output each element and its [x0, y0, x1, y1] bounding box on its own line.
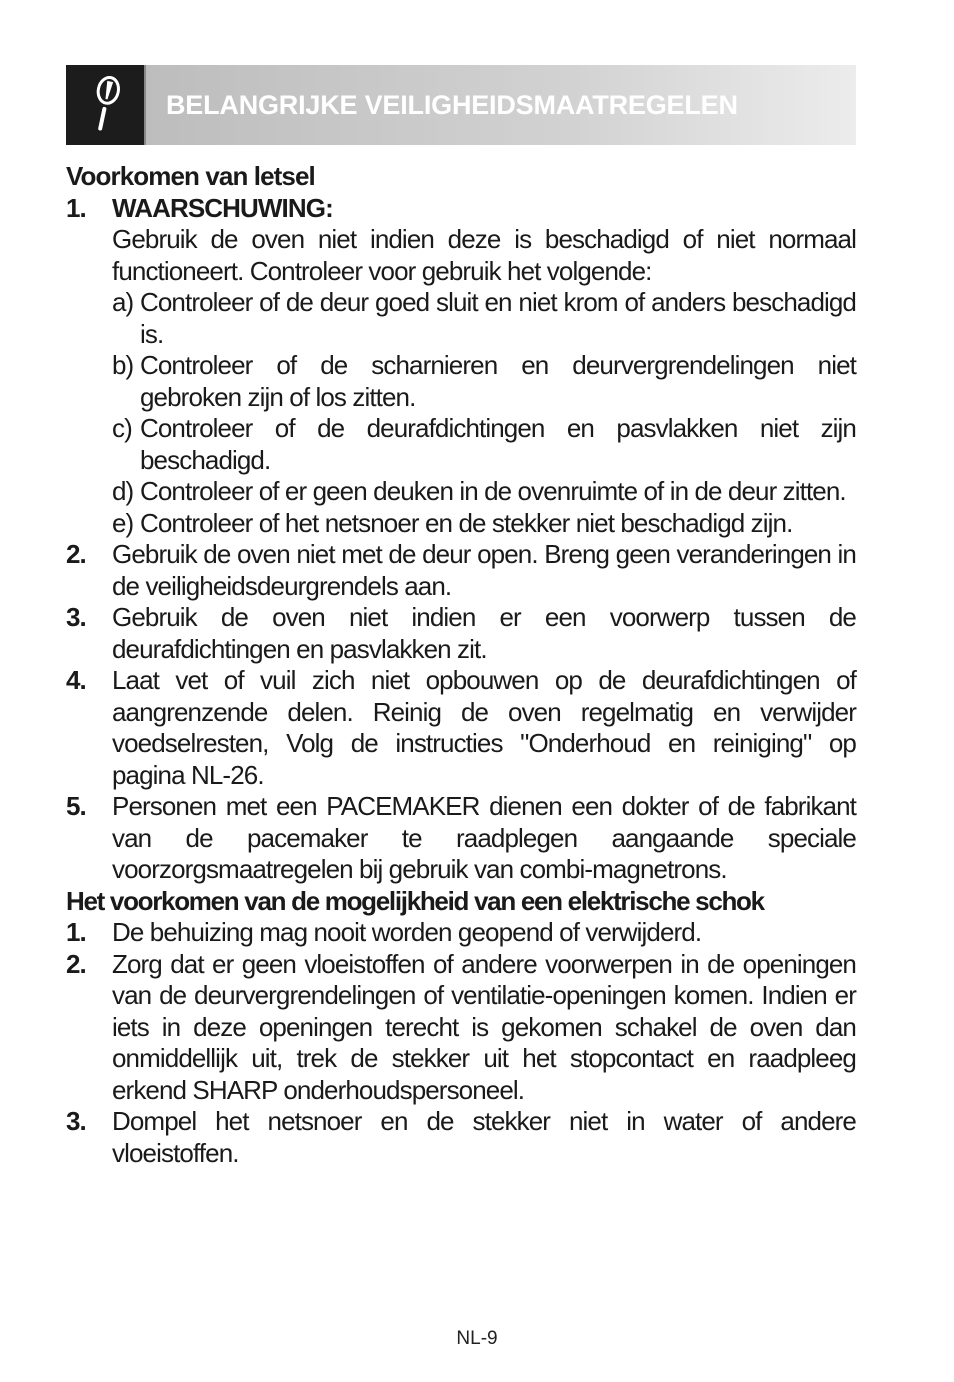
sub-item [112, 350, 856, 413]
item-text: Gebruik de oven niet indien er een voorwerp tussen de deurafdichtingen en pasvlakken zit. [112, 602, 856, 664]
list-item [66, 602, 856, 665]
item-text: De behuizing mag nooit worden geopend of verwijderd. [112, 917, 702, 947]
item-text: Laat vet of vuil zich niet opbouwen op de deurafdichtingen of aangrenzende delen. Reinig de oven regelmatig en verwijder voedselresten, Volg de instructies "Onderhoud en reiniging" op pagina NL-26. [112, 665, 856, 790]
page-number: NL-9 [456, 1328, 498, 1349]
content [66, 161, 856, 1169]
sub-item-text: Controleer of de scharnieren en deurvergrendelingen niet gebroken zijn of los zitten. [140, 350, 856, 412]
sub-item [112, 476, 856, 508]
header-icon-box [66, 65, 144, 145]
sub-item-text: Controleer of het netsnoer en de stekker niet beschadigd zijn. [140, 507, 793, 538]
sub-item-letter: a) [112, 287, 134, 317]
sub-item-letter: b) [112, 350, 134, 380]
sub-item-text: Controleer of de deurafdichtingen en pasvlakken niet zijn beschadigd. [140, 413, 856, 475]
exclamation-icon [88, 75, 122, 137]
sub-item-letter: d) [112, 476, 134, 506]
item-number: 1. [66, 192, 86, 223]
item-text: Gebruik de oven niet met de deur open. Breng geen veranderingen in de veiligheidsdeurgrendels aan. [112, 539, 856, 601]
list-item [66, 1106, 856, 1169]
list-item [66, 949, 856, 1107]
item-number: 1. [66, 917, 86, 947]
header-title: BELANGRIJKE VEILIGHEIDSMAATREGELEN [146, 65, 856, 145]
section-header [66, 65, 856, 145]
list-item [66, 539, 856, 602]
list-item [66, 791, 856, 886]
list-item [66, 193, 856, 540]
item-text: Personen met een PACEMAKER dienen een dokter of de fabrikant van de pacemaker te raadplegen aangaande speciale voorzorgsmaatregelen bij gebruik van combi-magnetrons. [112, 791, 856, 884]
item-number: 2. [66, 948, 86, 979]
item-text: Gebruik de oven niet indien deze is beschadigd of niet normaal functioneert. Controleer voor gebruik het volgende: [112, 224, 856, 286]
item-number: 3. [66, 602, 86, 632]
item-text: Dompel het netsnoer en de stekker niet in water of andere vloeistoffen. [112, 1106, 856, 1168]
list-item [66, 665, 856, 791]
sub-item-text: Controleer of er geen deuken in de ovenruimte of in de deur zitten. [140, 476, 846, 506]
sub-item [112, 508, 856, 540]
sub-item-letter: c) [112, 413, 132, 443]
item-number: 3. [66, 1106, 86, 1136]
sub-item [112, 413, 856, 476]
section-heading-shock: Het voorkomen van de mogelijkheid van een elektrische schok [66, 885, 764, 916]
sub-item-text: Controleer of de deur goed sluit en niet krom of anders beschadigd is. [140, 287, 856, 349]
item-text: Zorg dat er geen vloeistoffen of andere voorwerpen in de openingen van de deurvergrendelingen of ventilatie-openingen komen. Indien er iets in deze openingen terecht is gekomen schakel de oven dan onmiddellijk uit, trek de stekker uit het stopcontact en raadpleeg erkend SHARP onderhoudspersoneel. [112, 948, 856, 1105]
item-number: 5. [66, 791, 86, 821]
item-number: 2. [66, 539, 86, 569]
item-number: 4. [66, 665, 86, 695]
sub-item-letter: e) [112, 507, 134, 538]
section-heading-injury: Voorkomen van letsel [66, 161, 315, 191]
list-item [66, 917, 856, 949]
warning-label: WAARSCHUWING: [112, 192, 333, 223]
sub-item [112, 287, 856, 350]
